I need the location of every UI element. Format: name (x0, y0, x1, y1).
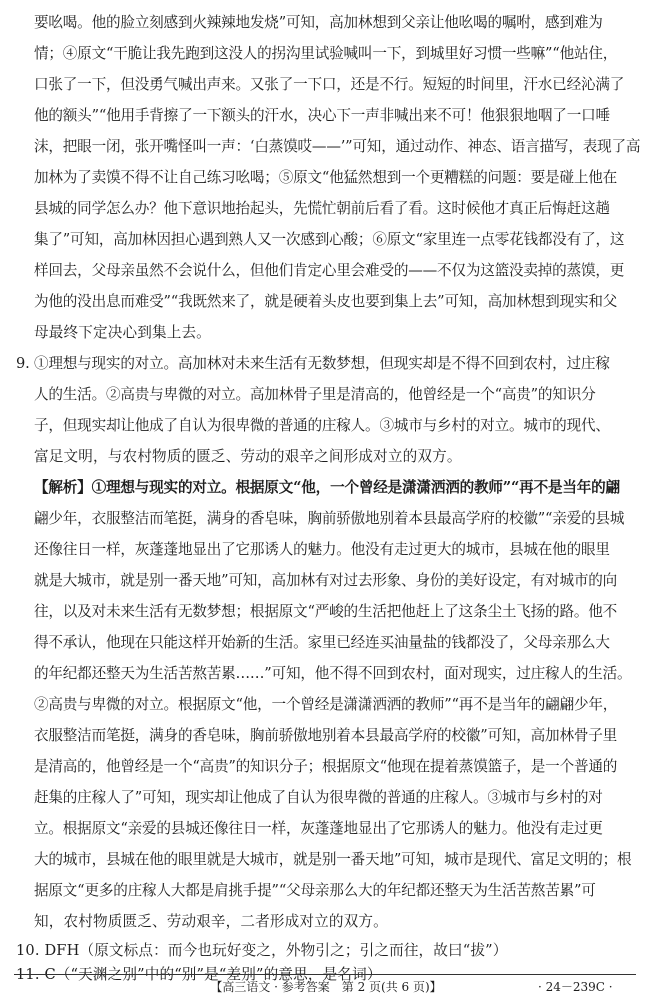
analysis-heading-line: 【解析】①理想与现实的对立。根据原文“他，一个曾经是潇潇洒洒的教师”“再不是当年的翩 (34, 479, 620, 496)
text-line: 富足文明，与农村物质的匮乏、劳动的艰辛之间形成对立的双方。 (34, 448, 462, 465)
text-line: 人的生活。②高贵与卑微的对立。高加林骨子里是清高的，他曾经是一个“高贵”的知识分 (34, 386, 596, 403)
text-line: 是清高的，他曾经是一个“高贵”的知识分子；根据原文“他现在提着蒸馍篮子，是一个普通的 (34, 758, 618, 775)
text-line: 还像往日一样，灰蓬蓬地显出了它那诱人的魅力。他没有走过更大的城市，县城在他的眼里 (34, 541, 610, 558)
text-line: 沫，把眼一闭，张开嘴怪叫一声：‘白蒸馍哎——’”可知，通过动作、神态、语言描写，表现了高 (34, 138, 641, 155)
text-line: 的年纪都还整天为生活苦熬苦累……”可知，他不得不回到农村，面对现实，过庄稼人的生活。 (34, 665, 632, 682)
text-line: 立。根据原文“亲爱的县城还像往日一样，灰蓬蓬地显出了它那诱人的魅力。他没有走过更 (34, 820, 603, 837)
text-line: 情；④原文“干脆让我先跑到这没人的拐沟里试验喊叫一下，到城里好习惯一些嘛”“他站住， (34, 45, 618, 62)
text-line: 据原文“更多的庄稼人大都是肩挑手提”“父母亲那么大的年纪都还整天为生活苦熬苦累”可 (34, 882, 596, 899)
text-line: 就是大城市，就是别一番天地”可知，高加林有对过去形象、身份的美好设定，有对城市的向 (34, 572, 618, 589)
question-9-answer: 9. ①理想与现实的对立。高加林对未来生活有无数梦想，但现实却是不得不回到农村，过庄稼 (16, 355, 610, 372)
question-10-answer: 10. DFH（原文标点：而今也玩好变之，外物引之；引之而往，故曰“拔”） (16, 942, 508, 959)
footer-code: · 24－239C · (538, 980, 613, 994)
text-line: ②高贵与卑微的对立。根据原文“他，一个曾经是潇潇洒洒的教师”“再不是当年的翩翩少年， (34, 696, 618, 713)
text-line: 他的额头”“他用手背擦了一下额头的汗水，决心下一声非喊出来不可！他狠狠地咽了一口唾 (34, 107, 610, 124)
question-11-answer: 11. C（“天渊之别”中的“别”是“差别”的意思，是名词） (16, 966, 382, 983)
text-line: 赶集的庄稼人了”可知，现实却让他成了自认为很卑微的普通的庄稼人。③城市与乡村的对 (34, 789, 603, 806)
text-line: 为他的没出息而难受”“我既然来了，就是硬着头皮也要到集上去”可知，高加林想到现实和父 (34, 293, 618, 310)
text-line: 往，以及对未来生活有无数梦想；根据原文“严峻的生活把他赶上了这条尘土飞扬的路。他不 (34, 603, 618, 620)
text-line: 子，但现实却让他成了自认为很卑微的普通的庄稼人。③城市与乡村的对立。城市的现代、 (34, 417, 610, 434)
text-line: 翩少年，衣服整洁而笔挺，满身的香皂味，胸前骄傲地别着本县最高学府的校徽”“亲爱的县城 (34, 510, 625, 527)
text-line: 要吆喝。他的脸立刻感到火辣辣地发烧”可知，高加林想到父亲让他吆喝的嘱咐，感到难为 (34, 14, 603, 31)
text-line: 衣服整洁而笔挺，满身的香皂味，胸前骄傲地别着本县最高学府的校徽”可知，高加林骨子里 (34, 727, 618, 744)
text-line: 知，农村物质匮乏、劳动艰辛，二者形成对立的双方。 (34, 913, 388, 930)
text-line: 加林为了卖馍不得不让自己练习吆喝；⑤原文“他猛然想到一个更糟糕的问题：要是碰上他在 (34, 169, 618, 186)
text-line: 口张了一下，但没勇气喊出声来。又张了一下口，还是不行。短短的时间里，汗水已经沁满了 (34, 76, 625, 93)
text-line: 得不承认，他现在只能这样开始新的生活。家里已经连买油量盐的钱都没了，父母亲那么大 (34, 634, 610, 651)
footer-page-info: 【高三语文 · 参考答案 第 2 页(共 6 页)】 (210, 980, 442, 994)
text-line: 集了”可知，高加林因担心遇到熟人又一次感到心酸；⑥原文“家里连一点零花钱都没有了，这 (34, 231, 625, 248)
text-line: 样回去，父母亲虽然不会说什么，但他们肯定心里会难受的——不仅为这篮没卖掉的蒸馍，更 (34, 262, 625, 279)
text-line: 大的城市，县城在他的眼里就是大城市，就是别一番天地”可知，城市是现代、富足文明的；根 (34, 851, 632, 868)
footer-divider (14, 974, 636, 975)
text-line: 母最终下定决心到集上去。 (34, 324, 211, 341)
text-line: 县城的同学怎么办？他下意识地抬起头，先慌忙朝前后看了看。这时候他才真正后悔赶这趟 (34, 200, 610, 217)
